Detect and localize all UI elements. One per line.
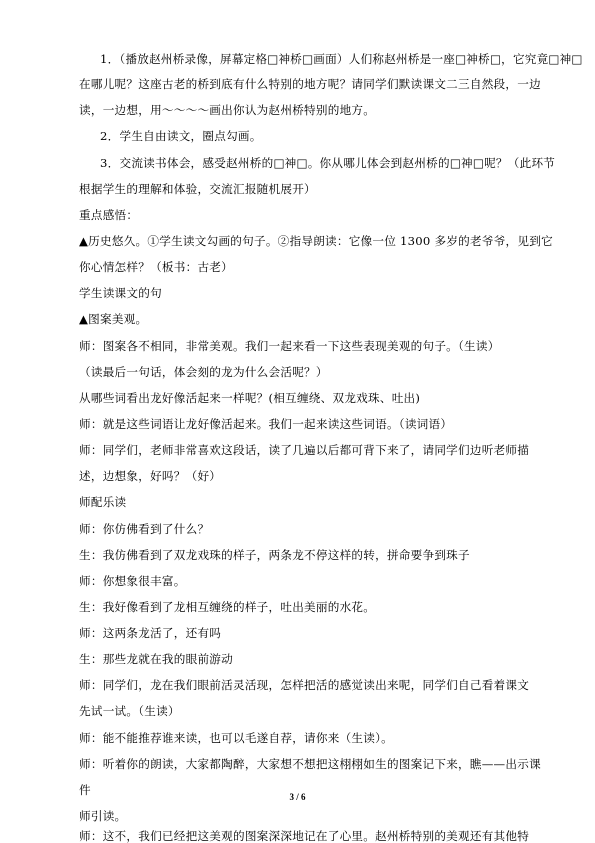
page-number: 3 / 6 (289, 792, 306, 802)
text-line: 3．交流读书体会，感受赵州桥的□神□。你从哪儿体会到赵州桥的□神□呢？（此环节 (100, 156, 556, 170)
text-line: 生：那些龙就在我的眼前游动 (79, 652, 233, 666)
text-line: 读，一边想，用～～～～画出你认为赵州桥特别的地方。 (79, 103, 376, 117)
text-line: 先试一试。（生读） (79, 704, 180, 718)
text-line: 学生读课文的句 (79, 286, 162, 300)
text-line: ▲图案美观。 (79, 312, 148, 326)
text-line: 师：图案各不相同，非常美观。我们一起来看一下这些表现美观的句子。（生读） (79, 339, 500, 353)
text-line: 根据学生的理解和体验，交流汇报随机展开） (79, 182, 316, 196)
text-line: 师：同学们，老师非常喜欢这段话，读了几遍以后都可背下来了，请同学们边听老师描 (79, 443, 530, 457)
text-line: （读最后一句话，体会刻的龙为什么会活呢？） (79, 365, 328, 379)
text-line: 师：你想象很丰富。 (79, 574, 186, 588)
text-line: 生：我好像看到了龙相互缠绕的样子，吐出美丽的水花。 (79, 600, 376, 614)
text-line: 从哪些词看出龙好像活起来一样呢？(相互缠绕、双龙戏珠、吐出) (79, 391, 421, 405)
text-line: 述，边想象，好吗？（好） (79, 469, 222, 483)
text-line: 1．（播放赵州桥录像，屏幕定格□神桥□画面）人们称赵州桥是一座□神桥□，它究竟□神□ (100, 52, 583, 66)
text-line: 师：能不能推荐谁来读，也可以毛遂自荐，请你来（生读）。 (79, 731, 393, 745)
text-line: 重点感悟： (79, 208, 139, 222)
text-line: 师：就是这些词语让龙好像活起来。我们一起来读这些词语。（读词语） (79, 417, 453, 431)
text-line: 生：我仿佛看到了双龙戏珠的样子，两条龙不停这样的转，拼命要争到珠子 (79, 548, 470, 562)
text-line: 你心情怎样？（板书：古老） (79, 260, 233, 274)
text-line: 件 (79, 783, 91, 797)
text-line: 师：同学们，龙在我们眼前活灵活现，怎样把活的感觉读出来呢，同学们自己看着课文 (79, 678, 530, 692)
text-line: 2．学生自由读文，圈点勾画。 (100, 129, 262, 143)
text-line: 师：你仿佛看到了什么？ (79, 522, 210, 536)
text-line: 师：这两条龙活了，还有吗 (79, 626, 222, 640)
text-line: 师引读。 (79, 809, 127, 823)
text-line: 师：这不，我们已经把这美观的图案深深地记在了心里。赵州桥特别的美观还有其他特 (79, 829, 530, 843)
text-line: 师配乐读 (79, 495, 127, 509)
text-line: ▲历史悠久。①学生读文勾画的句子。②指导朗读：它像一位 1300 多岁的老爷爷，见到它 (79, 234, 553, 248)
text-line: 师：听着你的朗读，大家都陶醉，大家想不想把这栩栩如生的图案记下来，瞧——出示课 (79, 757, 541, 771)
text-line: 在哪儿呢？这座古老的桥到底有什么特别的地方呢？请同学们默读课文二三自然段，一边 (79, 77, 541, 91)
